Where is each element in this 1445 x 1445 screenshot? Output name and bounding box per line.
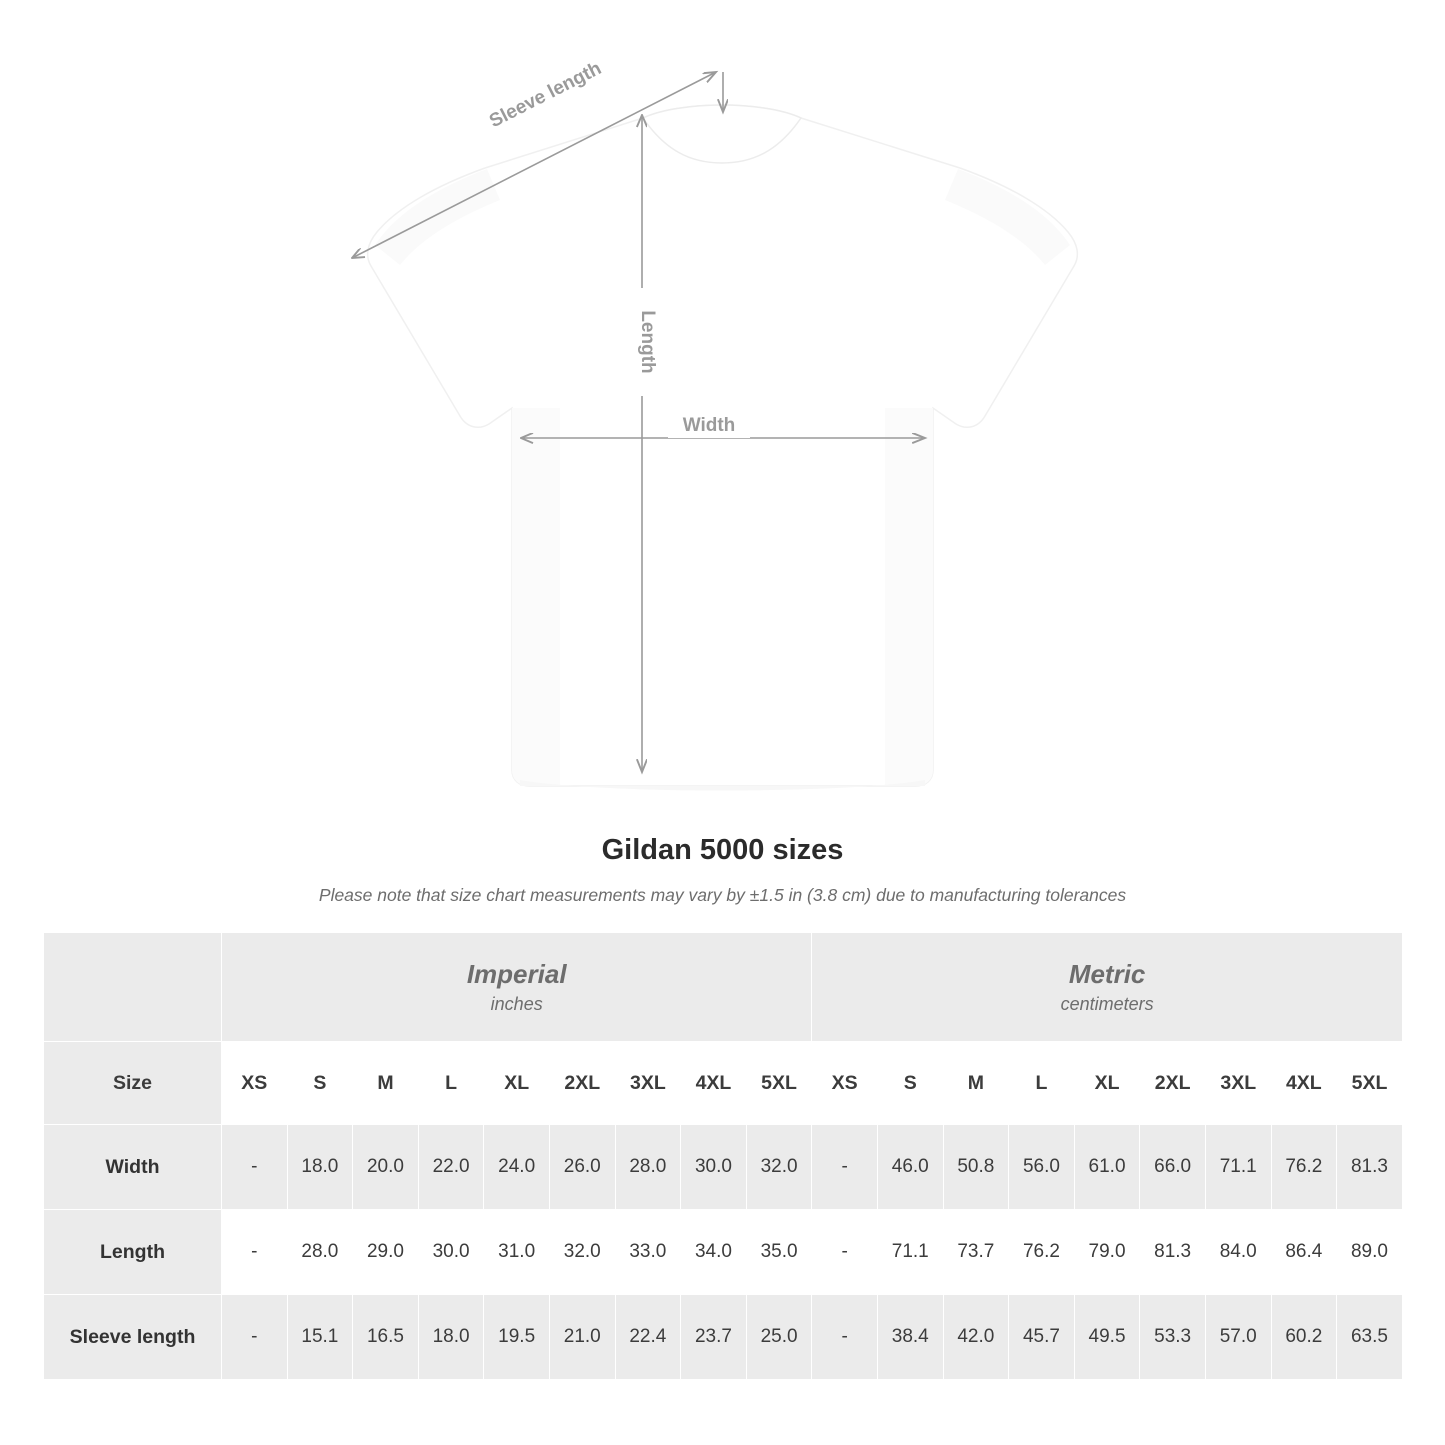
size-col-imperial-3xl: 3XL — [615, 1042, 681, 1125]
row-label-sleeve-length: Sleeve length — [44, 1295, 222, 1380]
unit-spacer — [44, 933, 222, 1042]
cell-length-metric-xl: 79.0 — [1074, 1210, 1140, 1295]
size-col-imperial-5xl: 5XL — [746, 1042, 812, 1125]
cell-sleeve-metric-2xl: 53.3 — [1140, 1295, 1206, 1380]
cell-sleeve-imperial-m: 16.5 — [353, 1295, 419, 1380]
size-col-metric-5xl: 5XL — [1337, 1042, 1403, 1125]
cell-length-imperial-xs: - — [222, 1210, 288, 1295]
cell-sleeve-metric-5xl: 63.5 — [1337, 1295, 1403, 1380]
cell-width-metric-xs: - — [812, 1125, 878, 1210]
cell-sleeve-metric-4xl: 60.2 — [1271, 1295, 1337, 1380]
cell-width-imperial-s: 18.0 — [287, 1125, 353, 1210]
cell-length-metric-2xl: 81.3 — [1140, 1210, 1206, 1295]
size-col-imperial-xs: XS — [222, 1042, 288, 1125]
cell-sleeve-imperial-s: 15.1 — [287, 1295, 353, 1380]
cell-width-metric-3xl: 71.1 — [1205, 1125, 1271, 1210]
size-col-metric-xl: XL — [1074, 1042, 1140, 1125]
cell-length-metric-5xl: 89.0 — [1337, 1210, 1403, 1295]
table-row-sleeve-length — [44, 1295, 1403, 1380]
size-col-metric-m: M — [943, 1042, 1009, 1125]
size-table — [43, 932, 1403, 1380]
length-label: Length — [637, 310, 658, 374]
cell-width-imperial-5xl: 32.0 — [746, 1125, 812, 1210]
chart-note: Please note that size chart measurements may vary by ±1.5 in (3.8 cm) due to manufacturing tolerances — [318, 885, 1127, 905]
size-col-imperial-xl: XL — [484, 1042, 550, 1125]
table-row-width — [44, 1125, 1403, 1210]
cell-width-metric-5xl: 81.3 — [1337, 1125, 1403, 1210]
size-col-imperial-l: L — [418, 1042, 484, 1125]
cell-length-imperial-s: 28.0 — [287, 1210, 353, 1295]
cell-length-metric-s: 71.1 — [877, 1210, 943, 1295]
cell-sleeve-metric-m: 42.0 — [943, 1295, 1009, 1380]
size-col-metric-s: S — [877, 1042, 943, 1125]
cell-sleeve-metric-3xl: 57.0 — [1205, 1295, 1271, 1380]
cell-length-metric-m: 73.7 — [943, 1210, 1009, 1295]
cell-width-imperial-4xl: 30.0 — [681, 1125, 747, 1210]
cell-sleeve-imperial-xs: - — [222, 1295, 288, 1380]
cell-length-imperial-3xl: 33.0 — [615, 1210, 681, 1295]
size-col-imperial-s: S — [287, 1042, 353, 1125]
cell-width-metric-xl: 61.0 — [1074, 1125, 1140, 1210]
cell-length-imperial-2xl: 32.0 — [549, 1210, 615, 1295]
cell-width-metric-s: 46.0 — [877, 1125, 943, 1210]
size-col-imperial-m: M — [353, 1042, 419, 1125]
cell-width-imperial-xs: - — [222, 1125, 288, 1210]
cell-length-metric-3xl: 84.0 — [1205, 1210, 1271, 1295]
cell-width-imperial-l: 22.0 — [418, 1125, 484, 1210]
cell-sleeve-metric-xl: 49.5 — [1074, 1295, 1140, 1380]
cell-sleeve-metric-l: 45.7 — [1009, 1295, 1075, 1380]
cell-length-imperial-5xl: 35.0 — [746, 1210, 812, 1295]
cell-sleeve-imperial-2xl: 21.0 — [549, 1295, 615, 1380]
width-label: Width — [682, 415, 736, 436]
unit-group-imperial-sub: inches — [490, 994, 543, 1014]
cell-sleeve-imperial-l: 18.0 — [418, 1295, 484, 1380]
unit-group-metric-name: Metric — [1068, 959, 1146, 989]
cell-width-imperial-2xl: 26.0 — [549, 1125, 615, 1210]
cell-sleeve-metric-xs: - — [812, 1295, 878, 1380]
size-col-metric-4xl: 4XL — [1271, 1042, 1337, 1125]
unit-group-metric-sub: centimeters — [1060, 994, 1154, 1014]
cell-width-metric-m: 50.8 — [943, 1125, 1009, 1210]
row-label-length: Length — [44, 1210, 222, 1295]
cell-length-metric-l: 76.2 — [1009, 1210, 1075, 1295]
cell-sleeve-imperial-3xl: 22.4 — [615, 1295, 681, 1380]
unit-group-imperial — [222, 933, 812, 1042]
size-col-metric-xs: XS — [812, 1042, 878, 1125]
size-col-imperial-2xl: 2XL — [549, 1042, 615, 1125]
size-col-metric-l: L — [1009, 1042, 1075, 1125]
cell-width-imperial-3xl: 28.0 — [615, 1125, 681, 1210]
cell-length-imperial-4xl: 34.0 — [681, 1210, 747, 1295]
unit-header-row — [44, 933, 1403, 1042]
size-col-metric-2xl: 2XL — [1140, 1042, 1206, 1125]
cell-length-imperial-m: 29.0 — [353, 1210, 419, 1295]
cell-length-metric-xs: - — [812, 1210, 878, 1295]
cell-sleeve-metric-s: 38.4 — [877, 1295, 943, 1380]
cell-length-imperial-l: 30.0 — [418, 1210, 484, 1295]
cell-sleeve-imperial-5xl: 25.0 — [746, 1295, 812, 1380]
tshirt-shape — [368, 105, 1078, 791]
cell-length-imperial-xl: 31.0 — [484, 1210, 550, 1295]
size-col-imperial-4xl: 4XL — [681, 1042, 747, 1125]
size-header-row — [44, 1042, 1403, 1125]
cell-width-imperial-m: 20.0 — [353, 1125, 419, 1210]
cell-sleeve-imperial-xl: 19.5 — [484, 1295, 550, 1380]
size-table-wrapper — [43, 932, 1402, 1380]
cell-sleeve-imperial-4xl: 23.7 — [681, 1295, 747, 1380]
cell-width-imperial-xl: 24.0 — [484, 1125, 550, 1210]
cell-length-metric-4xl: 86.4 — [1271, 1210, 1337, 1295]
cell-width-metric-l: 56.0 — [1009, 1125, 1075, 1210]
unit-group-imperial-name: Imperial — [466, 959, 567, 989]
chart-title: Gildan 5000 sizes — [601, 834, 844, 866]
row-header-size: Size — [44, 1042, 222, 1125]
table-row-length — [44, 1210, 1403, 1295]
cell-width-metric-4xl: 76.2 — [1271, 1125, 1337, 1210]
cell-width-metric-2xl: 66.0 — [1140, 1125, 1206, 1210]
unit-group-metric — [812, 933, 1402, 1042]
row-label-width: Width — [44, 1125, 222, 1210]
size-col-metric-3xl: 3XL — [1205, 1042, 1271, 1125]
sleeve-length-label: Sleeve length — [486, 57, 605, 133]
